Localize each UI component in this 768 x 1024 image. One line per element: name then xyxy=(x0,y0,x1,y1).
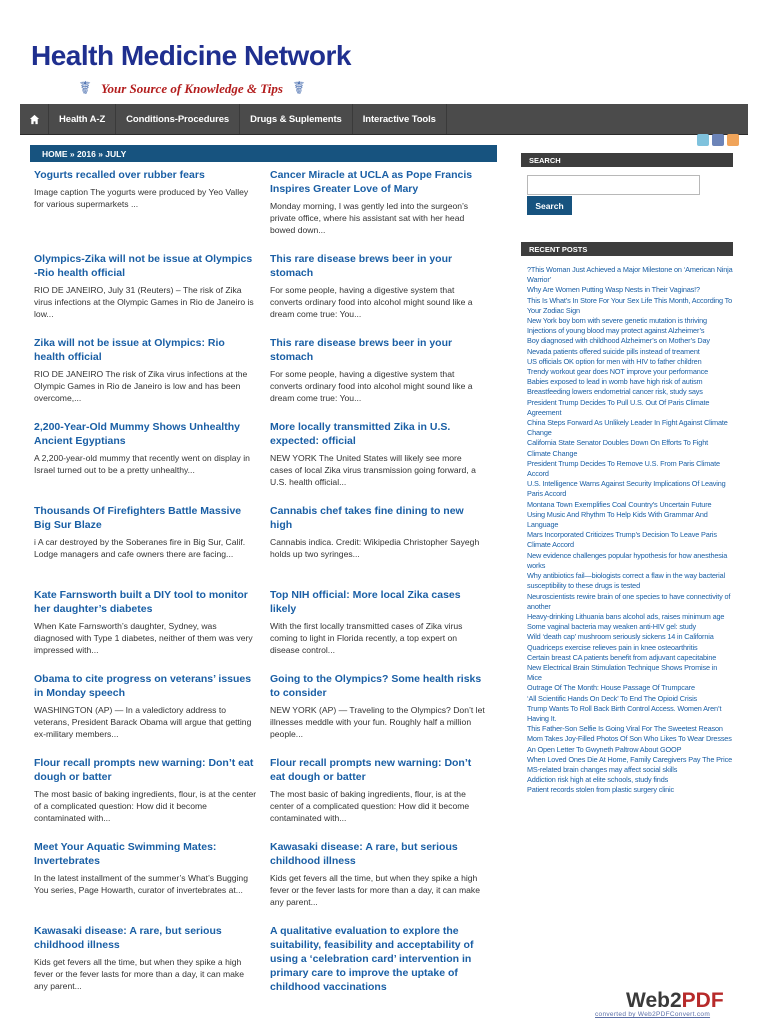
article-excerpt: NEW YORK (AP) — Traveling to the Olympics? Don’t let illnesses meddle with your fun. Roughly half a million people... xyxy=(270,705,485,740)
article-item xyxy=(34,672,258,756)
article-item xyxy=(34,252,258,336)
article-excerpt: Kids get fevers all the time, but when they spike a high fever or the fever lasts for more than a day, it can make any parent... xyxy=(270,873,481,908)
article-item xyxy=(270,420,486,504)
recent-post-link[interactable]: US officials OK option for men with HIV to father children xyxy=(527,356,702,366)
article-excerpt: WASHINGTON (AP) — In a valedictory address to veterans, President Barack Obama will argue that getting ex-military members... xyxy=(34,705,252,740)
nav-drugs-suplements[interactable]: Drugs & Suplements xyxy=(240,104,353,134)
article-item xyxy=(270,840,486,924)
article-title[interactable]: Flour recall prompts new warning: Don’t eat dough or batter xyxy=(34,757,254,783)
article-item xyxy=(270,168,486,252)
home-icon xyxy=(29,114,40,125)
breadcrumb[interactable]: HOME » 2016 » JULY xyxy=(30,145,497,162)
web2pdf-logo-text: Web2 xyxy=(626,989,682,1012)
recent-post-link[interactable]: U.S. Intelligence Warns Against Security Implications Of Leaving Paris Accord xyxy=(527,479,726,499)
recent-post-link[interactable]: New York boy born with severe genetic mutation is thriving xyxy=(527,316,707,326)
web2pdf-credit-link[interactable]: converted by Web2PDFConvert.com xyxy=(595,1011,711,1018)
article-title[interactable]: Top NIH official: More local Zika cases likely xyxy=(270,589,461,615)
site-title[interactable]: Health Medicine Network xyxy=(31,40,351,71)
article-title[interactable]: Olympics-Zika will not be issue at Olympics -Rio health official xyxy=(34,253,253,279)
recent-post-link[interactable]: Patient records stolen from plastic surgery clinic xyxy=(527,785,675,795)
article-title[interactable]: Obama to cite progress on veterans’ issues in Monday speech xyxy=(34,673,252,699)
article-item xyxy=(34,924,258,1008)
article-excerpt: In the latest installment of the summer’s What’s Bugging You series, Page Howarth, curator of invertebrates at... xyxy=(34,873,248,896)
recent-post-link[interactable]: Heavy-drinking Lithuania bans alcohol ads, raises minimum age xyxy=(527,611,725,621)
nav-home[interactable] xyxy=(20,104,49,134)
search-button[interactable]: Search xyxy=(527,196,572,215)
facebook-icon[interactable] xyxy=(712,134,724,146)
article-item xyxy=(34,840,258,924)
article-excerpt: Kids get fevers all the time, but when they spike a high fever or the fever lasts for more than a day, it can make any parent... xyxy=(34,957,245,992)
article-item xyxy=(270,252,486,336)
recent-posts-list xyxy=(527,265,733,796)
nav-health-a-z[interactable]: Health A-Z xyxy=(49,104,116,134)
recent-post-link[interactable]: Why antibiotics fail—biologists correct a flaw in the way bacterial susceptibility to these drugs is tested xyxy=(527,571,725,591)
recent-post-link[interactable]: California State Senator Doubles Down On Efforts To Fight Climate Change xyxy=(527,438,708,458)
recent-post-link[interactable]: President Trump Decides To Remove U.S. From Paris Climate Accord xyxy=(527,458,720,479)
article-title[interactable]: Going to the Olympics? Some health risks to consider xyxy=(270,673,482,699)
article-excerpt: The most basic of baking ingredients, flour, is at the center of a complicated question: How did it become contaminated with... xyxy=(34,789,257,824)
article-item xyxy=(34,336,258,420)
article-title[interactable]: Kate Farnsworth built a DIY tool to monitor her daughter’s diabetes xyxy=(34,589,248,615)
recent-post-link[interactable]: China Steps Forward As Unlikely Leader In Fight Against Climate Change xyxy=(527,418,728,438)
article-item xyxy=(34,504,258,588)
search-heading: SEARCH xyxy=(521,153,733,167)
article-item xyxy=(270,336,486,420)
article-item xyxy=(34,756,258,840)
article-excerpt: With the first locally transmitted cases of Zika virus coming to light in Florida recently, a top expert on disease control... xyxy=(270,621,463,656)
article-excerpt: Image caption The yogurts were produced by Yeo Valley for various supermarkets ... xyxy=(34,187,249,210)
web2pdf-logo-text-accent: PDF xyxy=(681,989,724,1012)
recent-post-link[interactable]: Mom Takes Joy-Filled Photos Of Son Who Likes To Wear Dresses xyxy=(527,734,732,744)
article-item xyxy=(34,168,258,252)
article-title[interactable]: A qualitative evaluation to explore the suitability, feasibility and acceptability of using a ‘celebration card’ intervention in primary care to improve the uptake of childhood vaccinations xyxy=(270,925,474,993)
article-excerpt: For some people, having a digestive system that converts ordinary food into alcohol might sound like a dream come true: You... xyxy=(270,285,473,320)
recent-post-link[interactable]: An Open Letter To Gwyneth Paltrow About GOOP xyxy=(527,744,682,754)
article-item xyxy=(270,756,486,840)
recent-post-link[interactable]: ‘All Scientific Hands On Deck’ To End The Opioid Crisis xyxy=(527,693,698,703)
article-excerpt: For some people, having a digestive system that converts ordinary food into alcohol might sound like a dream come true: You... xyxy=(270,369,473,404)
recent-posts-heading: RECENT POSTS xyxy=(521,242,733,256)
article-item xyxy=(34,588,258,672)
recent-post-link[interactable]: Addiction risk high at elite schools, study finds xyxy=(527,775,669,785)
caduceus-icon: ☤ xyxy=(292,78,305,99)
rss-icon[interactable] xyxy=(727,134,739,146)
article-excerpt: The most basic of baking ingredients, flour, is at the center of a complicated question: How did it become contaminated with... xyxy=(270,789,470,824)
recent-post-link[interactable]: Breastfeeding lowers endometrial cancer risk, study says xyxy=(527,387,703,397)
article-title[interactable]: Cancer Miracle at UCLA as Pope Francis Inspires Greater Love of Mary xyxy=(270,169,473,195)
nav-conditions-procedures[interactable]: Conditions-Procedures xyxy=(116,104,240,134)
recent-post-link[interactable]: Nevada patients offered suicide pills instead of treament xyxy=(527,346,700,356)
twitter-icon[interactable] xyxy=(697,134,709,146)
recent-post-link[interactable]: Neuroscientists rewire brain of one species to have connectivity of another xyxy=(527,591,731,611)
article-excerpt: RIO DE JANEIRO The risk of Zika virus infections at the Olympic Games in Rio de Janeiro is low and has been overcome,... xyxy=(34,369,248,404)
article-excerpt: NEW YORK The United States will likely see more cases of local Zika virus transmission going forward, a U.S. health official... xyxy=(270,453,476,488)
article-excerpt: i A car destroyed by the Soberanes fire in Big Sur, Calif. Lodge managers and cafe owners there are facing... xyxy=(34,537,246,560)
recent-post-link[interactable]: MS-related brain changes may affect social skills xyxy=(527,764,678,774)
recent-post-link[interactable]: When Loved Ones Die At Home, Family Caregivers Pay The Price xyxy=(527,754,732,764)
recent-post-link[interactable]: This Is What’s In Store For Your Sex Life This Month, According To Your Zodiac Sign xyxy=(527,295,733,315)
recent-post-link[interactable]: Why Are Women Putting Wasp Nests in Their Vaginas!? xyxy=(527,285,700,295)
article-list xyxy=(34,168,486,1008)
caduceus-icon: ☤ xyxy=(78,78,92,99)
recent-post-link[interactable]: New evidence challenges popular hypothesis for how anesthesia works xyxy=(527,550,728,570)
article-excerpt: Cannabis indica. Credit: Wikipedia Christopher Sayegh holds up two syringes... xyxy=(270,537,480,560)
recent-post-link[interactable]: Certain breast CA patients benefit from adjuvant capecitabine xyxy=(527,652,717,662)
article-title[interactable]: Thousands Of Firefighters Battle Massive Big Sur Blaze xyxy=(34,505,242,531)
article-title[interactable]: Zika will not be issue at Olympics: Rio health official xyxy=(34,337,225,363)
recent-post-link[interactable]: Some vaginal bacteria may weaken anti-HIV gel: study xyxy=(527,622,697,632)
recent-post-link[interactable]: Boy diagnosed with childhood Alzheimer’s on Mother’s Day xyxy=(527,336,710,346)
article-title[interactable]: Yogurts recalled over rubber fears xyxy=(34,169,205,181)
article-item xyxy=(270,504,486,588)
article-title[interactable]: This rare disease brews beer in your stomach xyxy=(270,253,453,279)
tagline-row xyxy=(75,78,309,100)
social-links xyxy=(697,134,739,146)
main-nav xyxy=(20,104,748,135)
recent-post-link[interactable]: Trendy workout gear does NOT improve your performance xyxy=(527,367,709,377)
recent-post-link[interactable]: New Electrical Brain Stimulation Technique Shows Promise in Mice xyxy=(527,662,718,683)
article-item xyxy=(270,672,486,756)
recent-post-link[interactable]: Montana Town Exemplifies Coal Country’s Uncertain Future xyxy=(527,499,712,509)
recent-post-link[interactable]: Quadriceps exercise relieves pain in knee osteoarthritis xyxy=(527,642,698,652)
article-title[interactable]: More locally transmitted Zika in U.S. expected: official xyxy=(270,421,451,447)
article-title[interactable]: Kawasaki disease: A rare, but serious childhood illness xyxy=(34,925,222,951)
recent-post-link[interactable]: ?This Woman Just Achieved a Major Milestone on ‘American Ninja Warrior’ xyxy=(527,265,733,285)
article-item xyxy=(34,420,258,504)
article-excerpt: A 2,200-year-old mummy that recently went on display in Israel turned out to be a pretty unhealthy... xyxy=(34,453,250,476)
article-title[interactable]: Cannabis chef takes fine dining to new high xyxy=(270,505,464,531)
recent-post-link[interactable]: Using Music And Rhythm To Help Kids With Grammar And Language xyxy=(527,509,708,530)
recent-post-link[interactable]: Injections of young blood may protect against Alzheimer’s xyxy=(527,326,705,336)
recent-post-link[interactable]: This Father-Son Selfie Is Going Viral For The Sweetest Reason xyxy=(527,724,723,734)
article-excerpt: RIO DE JANEIRO, July 31 (Reuters) – The risk of Zika virus infections at the Olympic Games in Rio de Janeiro is low... xyxy=(34,285,254,320)
article-title[interactable]: Flour recall prompts new warning: Don’t eat dough or batter xyxy=(270,757,472,783)
article-title[interactable]: 2,200-Year-Old Mummy Shows Unhealthy Ancient Egyptians xyxy=(34,421,240,447)
article-item xyxy=(270,924,486,1008)
recent-post-link[interactable]: Trump Wants To Roll Back Birth Control Access. Women Aren’t Having It. xyxy=(527,703,722,723)
recent-post-link[interactable]: Babies exposed to lead in womb have high risk of autism xyxy=(527,377,703,387)
article-title[interactable]: Kawasaki disease: A rare, but serious childhood illness xyxy=(270,841,458,867)
recent-post-link[interactable]: Wild ‘death cap’ mushroom seriously sickens 14 in California xyxy=(527,632,714,642)
article-title[interactable]: Meet Your Aquatic Swimming Mates: Invertebrates xyxy=(34,841,217,867)
recent-post-link[interactable]: President Trump Decides To Pull U.S. Out Of Paris Climate Agreement xyxy=(527,397,710,417)
article-item xyxy=(270,588,486,672)
article-excerpt: Monday morning, I was gently led into the surgeon’s private office, where his assistant sat with her head bowed down... xyxy=(270,201,469,236)
recent-post-link[interactable]: Outrage Of The Month: House Passage Of Trumpcare xyxy=(527,683,695,693)
recent-post-link[interactable]: Mars Incorporated Criticizes Trump’s Decision To Leave Paris Climate Accord xyxy=(527,530,717,550)
nav-interactive-tools[interactable]: Interactive Tools xyxy=(353,104,447,134)
article-title[interactable]: This rare disease brews beer in your stomach xyxy=(270,337,453,363)
web2pdf-logo[interactable] xyxy=(626,989,724,1013)
site-tagline: Your Source of Knowledge & Tips xyxy=(101,81,283,96)
search-input[interactable] xyxy=(527,175,700,195)
article-excerpt: When Kate Farnsworth’s daughter, Sydney, was diagnosed with Type 1 diabetes, neither of them was very impressed with... xyxy=(34,621,253,656)
